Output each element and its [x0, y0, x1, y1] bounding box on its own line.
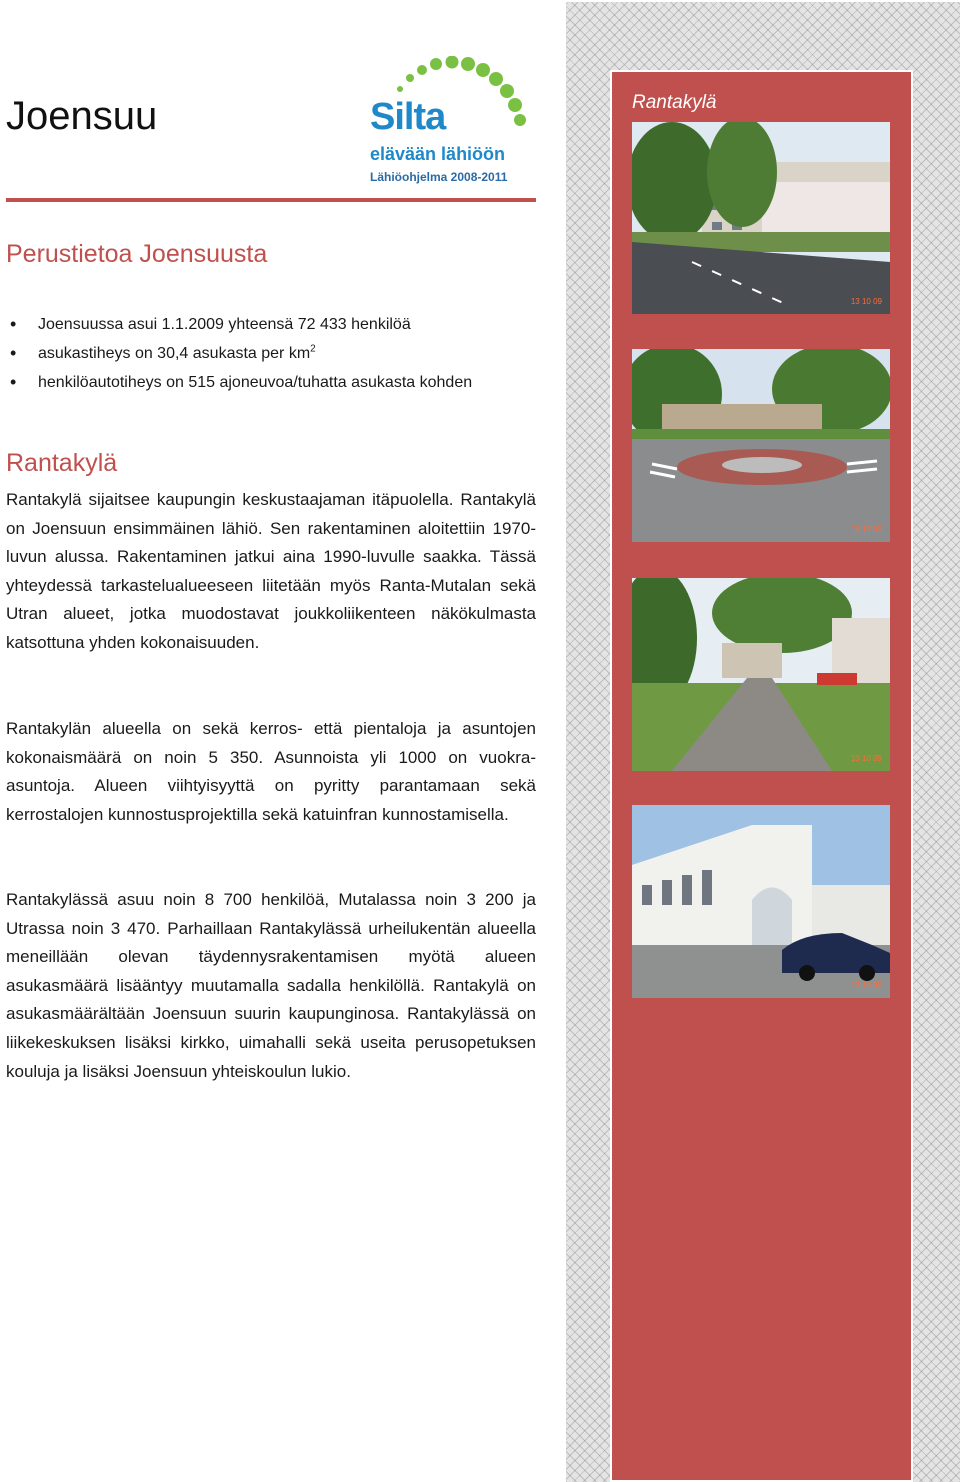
silta-logo	[366, 56, 538, 190]
section-heading-basics: Perustietoa Joensuusta	[6, 240, 268, 268]
facts-list	[6, 310, 506, 397]
photo-roundabout	[632, 349, 890, 542]
header-divider	[6, 198, 536, 202]
page-title: Joensuu	[6, 94, 158, 138]
photo-date: 13 10 09	[850, 754, 882, 763]
list-item: • asukastiheys on 30,4 asukasta per $km^2$	[6, 339, 506, 368]
logo-tagline: elävään lähiöön	[370, 144, 506, 164]
paragraph-population: Rantakylässä asuu noin 8 700 henkilöä, Mutalassa noin 3 200 ja Utrassa noin 3 470. Parhaillaan Rantakylässä urheilukentän alueella meneillään olevan täydennysrakentamisen myötä alueen asukasmäärä lisääntyy muutamalla sadalla henkilöllä. Rantakylä on asukasmäärältään Joensuun suurin kaupunginosa. Rantakylässä on liikekeskuksen lisäksi kirkko, uimahalli sekä useita perusopetuksen kouluja ja lisäksi Joensuun yhteiskoulun lukio.	[6, 890, 536, 1081]
photo-date: 13 10 09	[850, 525, 882, 534]
logo-program: Lähiöohjelma 2008-2011	[370, 170, 508, 184]
photo-street	[632, 122, 890, 314]
list-item: • Joensuussa asui 1.1.2009 yhteensä 72 433 henkilöä	[6, 310, 506, 339]
photo-date: 13 10 09	[850, 297, 882, 306]
paragraph-intro: Rantakylä sijaitsee kaupungin keskustaajaman itäpuolella. Rantakylä on Joensuun ensimmäinen lähiö. Sen rakentaminen aloitettiin 1970- luvun alussa. Rakentaminen jatkui aina 1990-luvulle saakka. Tässä yhteydessä tarkastelualueeseen liitetään myös Ranta-Mutalan sekä Utran alueet, jotka muodostavat joukkoliikenteen näkökulmasta katsottuna yhden kokonaisuuden.	[6, 490, 536, 652]
superscript: 2	[310, 343, 316, 355]
logo-name: Silta	[370, 96, 446, 138]
photo-building	[632, 805, 890, 998]
photo-path	[632, 578, 890, 771]
list-item: • henkilöautotiheys on 515 ajoneuvoa/tuhatta asukasta kohden	[6, 368, 506, 397]
paragraph-housing: Rantakylän alueella on sekä kerros- että pientaloja ja asuntojen kokonaismäärä on noin 5 350. Asunnoista yli 1000 on vuokra-asuntoja. Alueen viihtyisyyttä on pyritty parantamaan sekä kerrostalojen kunnostusprojektilla sekä katuinfran kunnostamisella.	[6, 719, 536, 824]
photo-date: 13 10 09	[850, 981, 882, 990]
sidebar-title: Rantakylä	[632, 92, 717, 113]
section-heading-rantakyla: Rantakylä	[6, 449, 118, 477]
